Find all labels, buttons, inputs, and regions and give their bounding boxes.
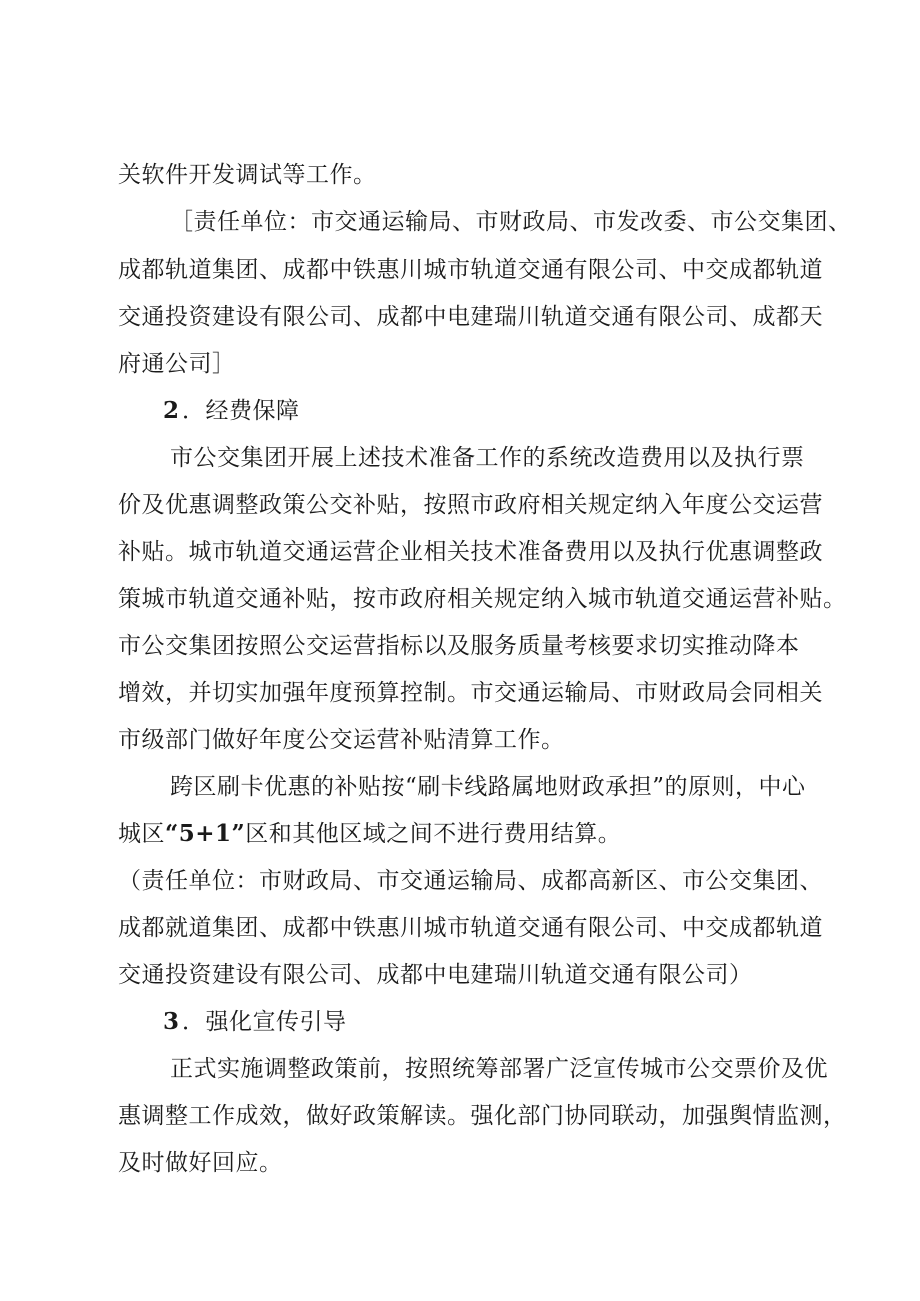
heading-number: 3: [163, 1008, 180, 1035]
paragraph-line: 成都就道集团、成都中铁惠川城市轨道交通有限公司、中交成都轨道: [118, 915, 823, 941]
text-span-bold: “5+1”: [165, 820, 246, 847]
text-span: 城区: [118, 821, 165, 847]
paragraph-line: 关软件开发调试等工作。: [118, 162, 377, 188]
heading-text: ．经费保障: [182, 398, 300, 424]
paragraph-line: 交通投资建设有限公司、成都中电建瑞川轨道交通有限公司、成都天: [118, 304, 823, 330]
paragraph-line: 及时做好回应。: [118, 1150, 283, 1176]
paragraph-line: 策城市轨道交通补贴，按市政府相关规定纳入城市轨道交通运营补贴。: [118, 586, 847, 612]
paragraph-line: （责任单位：市财政局、市交通运输局、成都高新区、市公交集团、: [118, 868, 823, 894]
heading-number: 2: [163, 397, 180, 424]
paragraph-line: 市公交集团开展上述技术准备工作的系统改造费用以及执行票: [170, 445, 805, 471]
paragraph-line: 价及优惠调整政策公交补贴，按照市政府相关规定纳入年度公交运营: [118, 492, 823, 518]
paragraph-line: [118, 819, 621, 849]
text-span: 区和其他区域之间不进行费用结算。: [245, 821, 622, 847]
paragraph-line: 府通公司］: [118, 351, 236, 377]
heading-text: ．强化宣传引导: [182, 1009, 347, 1035]
paragraph-line: 补贴。城市轨道交通运营企业相关技术准备费用以及执行优惠调整政: [118, 539, 823, 565]
paragraph-line: 正式实施调整政策前，按照统筹部署广泛宣传城市公交票价及优: [170, 1056, 828, 1082]
paragraph-line: 市级部门做好年度公交运营补贴清算工作。: [118, 727, 565, 753]
paragraph-line: 跨区刷卡优惠的补贴按“刷卡线路属地财政承担”的原则，中心: [170, 774, 806, 800]
paragraph-line: 交通投资建设有限公司、成都中电建瑞川轨道交通有限公司）: [118, 962, 753, 988]
paragraph-line: 成都轨道集团、成都中铁惠川城市轨道交通有限公司、中交成都轨道: [118, 257, 823, 283]
paragraph-line: ［责任单位：市交通运输局、市财政局、市发改委、市公交集团、: [170, 209, 852, 235]
paragraph-line: 市公交集团按照公交运营指标以及服务质量考核要求切实推动降本: [118, 633, 800, 659]
paragraph-line: 增效，并切实加强年度预算控制。市交通运输局、市财政局会同相关: [118, 680, 823, 706]
paragraph-line: 惠调整工作成效，做好政策解读。强化部门协同联动，加强舆情监测，: [118, 1103, 847, 1129]
